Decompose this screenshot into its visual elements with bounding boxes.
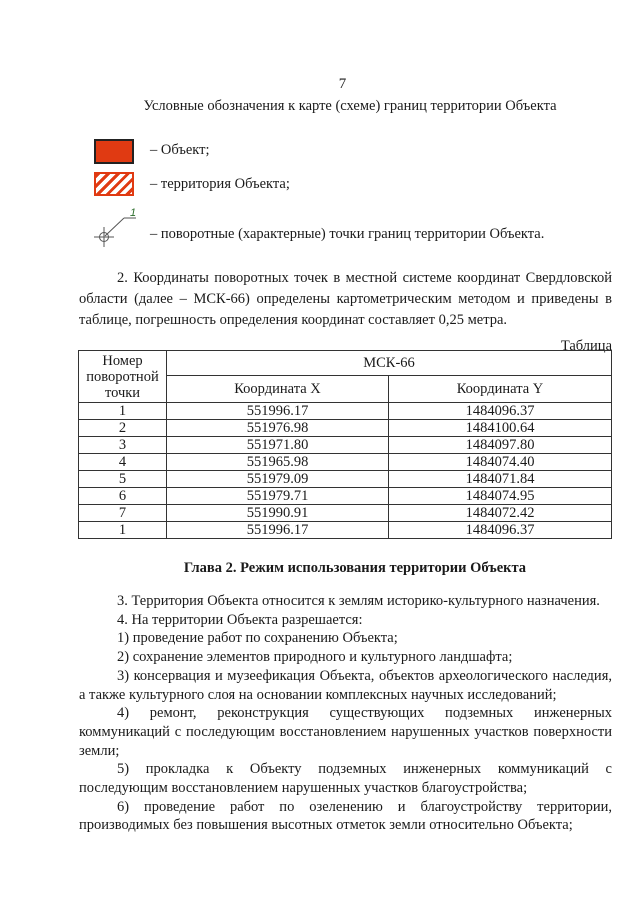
paragraph-item: 4. На территории Объекта разрешается: xyxy=(117,611,363,628)
table-caption: Таблица xyxy=(560,338,612,354)
cell-point: 3 xyxy=(79,437,167,454)
table-row xyxy=(79,454,612,471)
table-row xyxy=(79,505,612,522)
cell-point: 1 xyxy=(79,403,167,420)
paragraph-item: 4) ремонт, реконструкция существующих подземных инженерных коммуникаций с последующим восстановлением нарушенных участков поверхности земли; xyxy=(79,705,612,759)
table-row xyxy=(79,420,612,437)
turning-point-marker-icon xyxy=(92,206,140,248)
cell-point: 1 xyxy=(79,522,167,539)
marker-number: 1 xyxy=(130,207,137,219)
cell-x: 551996.17 xyxy=(167,403,389,420)
cell-point: 7 xyxy=(79,505,167,522)
cell-x: 551990.91 xyxy=(167,505,389,522)
coordinates-table xyxy=(78,350,612,539)
legend-label-turning-point: – поворотные (характерные) точки границ территории Объекта. xyxy=(150,226,545,242)
table-row xyxy=(79,488,612,505)
paragraph-item: 5) прокладка к Объекту подземных инженерных коммуникаций с последующим восстановлением нарушенных участков благоустройства; xyxy=(79,761,612,797)
table-row xyxy=(79,471,612,488)
table-row xyxy=(79,403,612,420)
chapter-body xyxy=(79,592,612,835)
header-coord-y: Координата Y xyxy=(389,376,612,403)
paragraph-item: 1) проведение работ по сохранению Объекта; xyxy=(117,630,398,647)
cell-x: 551971.80 xyxy=(167,437,389,454)
header-system: МСК-66 xyxy=(167,351,612,376)
legend-item-territory xyxy=(94,172,134,196)
cell-point: 2 xyxy=(79,420,167,437)
cell-y: 1484096.37 xyxy=(389,522,612,539)
cell-point: 4 xyxy=(79,454,167,471)
cell-y: 1484100.64 xyxy=(389,420,612,437)
header-point-number: Номер поворотной точки xyxy=(79,351,167,403)
cell-y: 1484097.80 xyxy=(389,437,612,454)
legend-title: Условные обозначения к карте (схеме) границ территории Объекта xyxy=(143,98,557,114)
cell-x: 551979.09 xyxy=(167,471,389,488)
cell-x: 551976.98 xyxy=(167,420,389,437)
cell-y: 1484074.40 xyxy=(389,454,612,471)
cell-y: 1484071.84 xyxy=(389,471,612,488)
territory-hatch-icon xyxy=(94,172,134,196)
paragraph-item: 2) сохранение элементов природного и культурного ландшафта; xyxy=(117,649,513,666)
paragraph-item: 3. Территория Объекта относится к землям историко-культурного назначения. xyxy=(117,593,600,609)
cell-x: 551965.98 xyxy=(167,454,389,471)
table-row xyxy=(79,522,612,539)
paragraph-coordinates xyxy=(79,268,612,331)
header-coord-x: Координата X xyxy=(167,376,389,403)
cell-point: 5 xyxy=(79,471,167,488)
cell-x: 551996.17 xyxy=(167,522,389,539)
chapter-title: Глава 2. Режим использования территории Объекта xyxy=(183,560,527,576)
table-row xyxy=(79,437,612,454)
paragraph-coordinates-text: 2. Координаты поворотных точек в местной системе координат Свердловской области (далее – МСК-66) определены картометрическим методом и приведены в таблице, погрешность определения координат составляет 0,25 метра. xyxy=(79,270,612,328)
object-symbol-icon xyxy=(94,139,134,164)
legend-item-object xyxy=(94,139,134,164)
paragraph-item: 3) консервация и музеефикация Объекта, объектов археологического наследия, а также культурного слоя на основании комплексных научных исследований; xyxy=(79,667,612,703)
cell-x: 551979.71 xyxy=(167,488,389,505)
page-number: 7 xyxy=(338,76,347,92)
cell-y: 1484096.37 xyxy=(389,403,612,420)
legend-label-object: – Объект; xyxy=(150,142,210,158)
cell-y: 1484072.42 xyxy=(389,505,612,522)
legend-item-turning-point xyxy=(92,206,140,248)
cell-point: 6 xyxy=(79,488,167,505)
legend-label-territory: – территория Объекта; xyxy=(150,176,290,192)
paragraph-item: 6) проведение работ по озеленению и благоустройству территории, производимых без повышения высотных отметок земли относительно Объекта; xyxy=(79,798,612,834)
cell-y: 1484074.95 xyxy=(389,488,612,505)
